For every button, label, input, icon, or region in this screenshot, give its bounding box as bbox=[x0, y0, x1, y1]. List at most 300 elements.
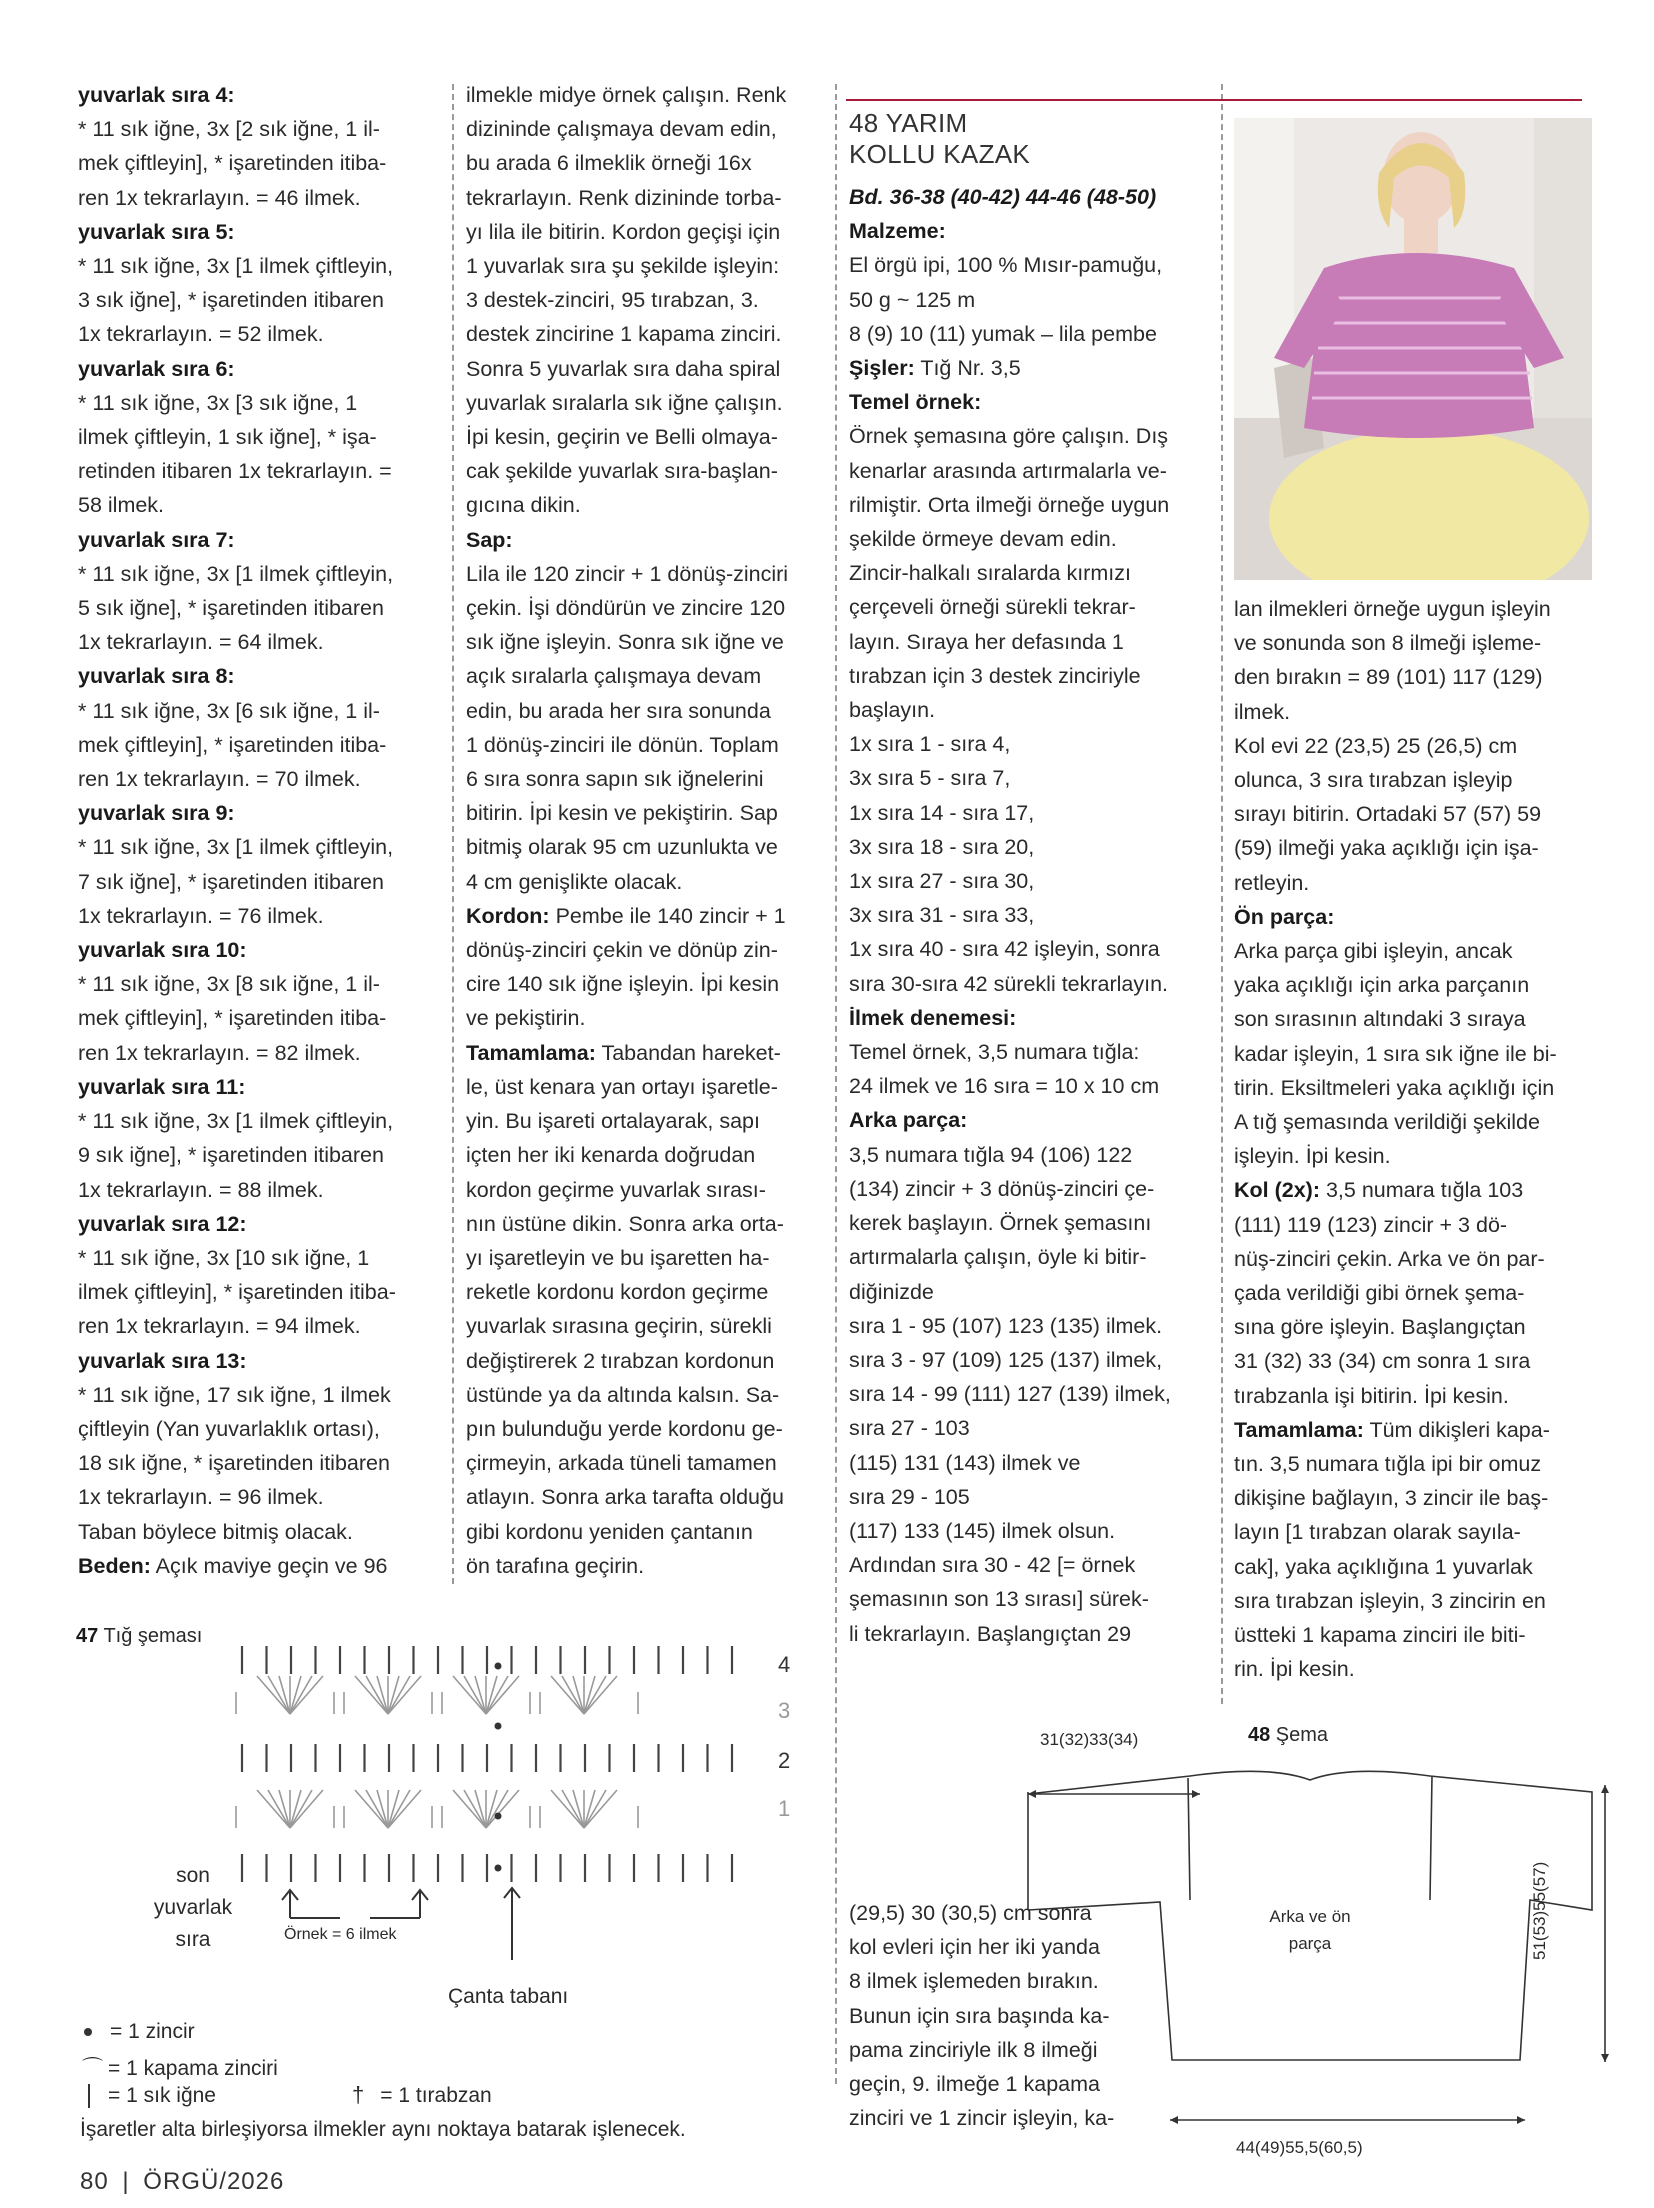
footer-separator: | bbox=[122, 2168, 130, 2195]
bold-heading: yuvarlak sıra 4: bbox=[78, 83, 235, 107]
body-text: başlayın. bbox=[849, 698, 936, 723]
text-line bbox=[78, 1344, 442, 1378]
chart47-label bbox=[76, 1625, 202, 1648]
body-text: Arka parça gibi işleyin, ancak bbox=[1234, 939, 1513, 964]
bold-heading: yuvarlak sıra 11: bbox=[78, 1074, 246, 1099]
text-line bbox=[1234, 1413, 1594, 1447]
text-line bbox=[78, 659, 442, 693]
body-text: 3x sıra 18 - sıra 20, bbox=[849, 834, 1035, 859]
text-line bbox=[78, 1412, 442, 1446]
page-footer bbox=[80, 2168, 284, 2196]
body-text: İpi kesin, geçirin ve Belli olmaya- bbox=[466, 425, 778, 450]
text-line bbox=[849, 1617, 1209, 1651]
text-line bbox=[849, 317, 1209, 351]
body-text: 3 destek-zinciri, 95 tırabzan, 3. bbox=[466, 288, 759, 313]
bold-heading: yuvarlak sıra 9: bbox=[78, 801, 235, 826]
body-text: yin. Bu işareti ortalayarak, sapı bbox=[466, 1109, 760, 1134]
text-line bbox=[1234, 1344, 1594, 1378]
text-line bbox=[849, 830, 1209, 864]
body-text: ren 1x tekrarlayın. = 70 ilmek. bbox=[78, 767, 361, 792]
text-line bbox=[1234, 797, 1594, 831]
body-text: yuvarlak sırasına geçirin, sürekli bbox=[466, 1314, 772, 1339]
body-text: Tabandan hareket- bbox=[595, 1040, 781, 1065]
body-text: geçin, 9. ilmeğe 1 kapama bbox=[849, 2072, 1100, 2097]
body-text: rilmiştir. Orta ilmeği örneğe uygun bbox=[849, 492, 1170, 517]
body-text: mek çiftleyin], * işaretinden itiba- bbox=[78, 151, 387, 176]
body-text: sıra 14 - 99 (111) 127 (139) ilmek, bbox=[849, 1382, 1171, 1407]
text-line bbox=[78, 865, 442, 899]
treble-fan-stroke bbox=[584, 1676, 606, 1714]
legend-note: İşaretler alta birleşiyorsa ilmekler aynı noktaya batarak işlenecek. bbox=[80, 2118, 686, 2141]
text-line bbox=[849, 180, 1209, 214]
chart47-number: 47 bbox=[76, 1625, 99, 1647]
body-text: sırayı bitirin. Ortadaki 57 (57) 59 bbox=[1234, 802, 1542, 827]
text-line bbox=[466, 1309, 826, 1343]
body-text: üstünde ya da altında kalsın. Sa- bbox=[466, 1382, 780, 1407]
body-text: Sonra 5 yuvarlak sıra daha spiral bbox=[466, 356, 781, 381]
body-text: içten her iki kenarda doğrudan bbox=[466, 1143, 756, 1168]
text-line bbox=[1234, 1652, 1594, 1686]
treble-fan-stroke bbox=[366, 1790, 388, 1828]
body-text: çiftleyin (Yan yuvarlaklık ortası), bbox=[78, 1416, 380, 1441]
body-text: tırabzan için 3 destek zinciriyle bbox=[849, 663, 1141, 688]
text-line bbox=[78, 1070, 442, 1104]
text-line bbox=[466, 557, 826, 591]
text-line bbox=[466, 420, 826, 454]
text-line bbox=[466, 1104, 826, 1138]
text-line bbox=[78, 523, 442, 557]
text-line bbox=[78, 215, 442, 249]
body-text: 1x sıra 27 - sıra 30, bbox=[849, 869, 1035, 894]
body-text: ren 1x tekrarlayın. = 94 ilmek. bbox=[78, 1314, 361, 1339]
text-line bbox=[78, 488, 442, 522]
text-line bbox=[1234, 900, 1594, 934]
text-line bbox=[849, 1035, 1209, 1069]
body-text: 1x sıra 1 - sıra 4, bbox=[849, 732, 1011, 757]
text-line bbox=[78, 454, 442, 488]
bold-heading: Tamamlama: bbox=[466, 1040, 596, 1065]
article-title-line2: KOLLU KAZAK bbox=[849, 139, 1031, 169]
text-line bbox=[78, 78, 442, 112]
bold-heading: yuvarlak sıra 10: bbox=[78, 938, 247, 963]
body-text: 1x sıra 40 - sıra 42 işleyin, sonra bbox=[849, 937, 1160, 962]
body-text: şekilde örmeye devam edin. bbox=[849, 527, 1117, 552]
text-line bbox=[1234, 968, 1594, 1002]
text-line bbox=[849, 761, 1209, 795]
body-text: sıra 3 - 97 (109) 125 (137) ilmek, bbox=[849, 1347, 1163, 1372]
body-text: Tüm dikişleri kapa- bbox=[1363, 1417, 1550, 1442]
body-text: ön tarafına geçirin. bbox=[466, 1553, 645, 1578]
text-line bbox=[466, 1412, 826, 1446]
body-text: 1x tekrarlayın. = 88 ilmek. bbox=[78, 1177, 324, 1202]
text-line bbox=[849, 1377, 1209, 1411]
text-line bbox=[1234, 1071, 1594, 1105]
body-text: 8 ilmek işlemeden bırakın. bbox=[849, 1969, 1099, 1994]
treble-fan-stroke bbox=[290, 1790, 312, 1828]
text-line bbox=[466, 762, 826, 796]
text-line bbox=[1234, 1242, 1594, 1276]
text-line bbox=[1234, 1276, 1594, 1310]
body-text: pın bulunduğu yerde kordonu ge- bbox=[466, 1416, 783, 1441]
treble-fan-stroke bbox=[464, 1676, 486, 1714]
body-text: Temel örnek, 3,5 numara tığla: bbox=[849, 1040, 1140, 1065]
text-line bbox=[466, 1138, 826, 1172]
text-column-4 bbox=[1234, 592, 1594, 1687]
body-text: yuvarlak sıralarla sık iğne çalışın. bbox=[466, 390, 783, 415]
body-text: retinden itibaren 1x tekrarlayın. = bbox=[78, 459, 392, 484]
body-text: Kol evi 22 (23,5) 25 (26,5) cm bbox=[1234, 733, 1518, 758]
text-line bbox=[78, 420, 442, 454]
text-line bbox=[466, 1036, 826, 1070]
body-text: sık iğne işleyin. Sonra sık iğne ve bbox=[466, 630, 784, 655]
text-line bbox=[1234, 1515, 1594, 1549]
text-line bbox=[466, 1173, 826, 1207]
text-line bbox=[1234, 763, 1594, 797]
bold-heading: İlmek denemesi: bbox=[849, 1005, 1017, 1030]
chain-dot-symbol bbox=[495, 1723, 502, 1730]
body-text: ren 1x tekrarlayın. = 46 ilmek. bbox=[78, 185, 361, 210]
text-line bbox=[78, 1446, 442, 1480]
body-text: sıra 30-sıra 42 sürekli tekrarlayın. bbox=[849, 971, 1169, 996]
body-text: 18 sık iğne, * işaretinden itibaren bbox=[78, 1451, 390, 1476]
body-text: yı işaretleyin ve bu işaretten ha- bbox=[466, 1245, 770, 1270]
bold-heading: Beden: bbox=[78, 1553, 151, 1578]
body-text: lan ilmekleri örneğe uygun işleyin bbox=[1234, 597, 1551, 621]
text-line bbox=[78, 1036, 442, 1070]
text-line bbox=[849, 1206, 1209, 1240]
chain-symbol-icon bbox=[84, 2028, 92, 2036]
text-line bbox=[466, 865, 826, 899]
body-text: nüş-zinciri çekin. Arka ve ön par- bbox=[1234, 1246, 1545, 1271]
body-text: 3x sıra 31 - sıra 33, bbox=[849, 903, 1035, 928]
body-text: 3,5 numara tığla 94 (106) 122 bbox=[849, 1142, 1133, 1167]
text-line bbox=[78, 1549, 442, 1583]
legend-sc: = 1 sık iğne bbox=[108, 2084, 216, 2107]
bold-heading: yuvarlak sıra 7: bbox=[78, 527, 235, 552]
text-line bbox=[1234, 1208, 1594, 1242]
bold-heading: yuvarlak sıra 8: bbox=[78, 664, 235, 689]
text-line bbox=[849, 693, 1209, 727]
magazine-name: ÖRGÜ/2026 bbox=[143, 2168, 285, 2195]
body-text: 8 (9) 10 (11) yumak – lila pembe bbox=[849, 321, 1157, 346]
treble-fan-stroke bbox=[562, 1790, 584, 1828]
bold-heading: yuvarlak sıra 12: bbox=[78, 1211, 247, 1236]
body-text: pama zinciriyle ilk 8 ilmeği bbox=[849, 2037, 1098, 2062]
body-text: bu arada 6 ilmeklik örneği 16x bbox=[466, 151, 752, 176]
text-line bbox=[466, 625, 826, 659]
text-line bbox=[849, 727, 1209, 761]
body-text: diğinizde bbox=[849, 1279, 934, 1304]
text-line bbox=[78, 1207, 442, 1241]
text-line bbox=[78, 1378, 442, 1412]
body-text: * 11 sık iğne, 3x [8 sık iğne, 1 il- bbox=[78, 972, 380, 997]
base-label: Çanta tabanı bbox=[448, 1985, 569, 2008]
text-line bbox=[466, 796, 826, 830]
body-text: 1x tekrarlayın. = 76 ilmek. bbox=[78, 903, 324, 928]
body-text: 7 sık iğne], * işaretinden itibaren bbox=[78, 869, 384, 894]
row-label-2: 2 bbox=[778, 1748, 791, 1773]
body-text: sına göre işleyin. Başlangıçtan bbox=[1234, 1315, 1526, 1340]
bold-heading: yuvarlak sıra 13: bbox=[78, 1348, 247, 1373]
body-text: 31 (32) 33 (34) cm sonra 1 sıra bbox=[1234, 1349, 1531, 1374]
body-text: li tekrarlayın. Başlangıçtan 29 bbox=[849, 1621, 1132, 1646]
body-text: retleyin. bbox=[1234, 870, 1310, 895]
text-line bbox=[466, 1207, 826, 1241]
body-text: dikişine bağlayın, 3 zincir ile baş- bbox=[1234, 1486, 1549, 1511]
text-line bbox=[1234, 1379, 1594, 1413]
text-line bbox=[1234, 1481, 1594, 1515]
text-line bbox=[849, 1582, 1209, 1616]
body-text: kerek başlayın. Örnek şemasını bbox=[849, 1211, 1152, 1236]
body-text: (29,5) 30 (30,5) cm sonra bbox=[849, 1901, 1092, 1925]
body-text: * 11 sık iğne, 3x [6 sık iğne, 1 il- bbox=[78, 698, 380, 723]
body-text: kenarlar arasında artırmalarla ve- bbox=[849, 458, 1167, 483]
body-text: El örgü ipi, 100 % Mısır-pamuğu, bbox=[849, 253, 1163, 278]
body-text: (59) ilmeği yaka açıklığı için işa- bbox=[1234, 836, 1539, 861]
legend-slip: = 1 kapama zinciri bbox=[108, 2057, 278, 2080]
text-line bbox=[466, 1480, 826, 1514]
text-line bbox=[466, 283, 826, 317]
body-text: 6 sıra sonra sapın sık iğnelerini bbox=[466, 767, 764, 792]
body-text: Bunun için sıra başında ka- bbox=[849, 2003, 1110, 2028]
text-line bbox=[849, 488, 1209, 522]
body-text: * 11 sık iğne, 3x [1 ilmek çiftleyin, bbox=[78, 835, 394, 860]
text-line bbox=[78, 830, 442, 864]
chain-dot-symbol bbox=[495, 1663, 502, 1670]
bold-heading: Kol (2x): bbox=[1234, 1178, 1320, 1203]
body-text: * 11 sık iğne, 3x [2 sık iğne, 1 il- bbox=[78, 117, 380, 142]
body-text: 58 ilmek. bbox=[78, 493, 165, 518]
text-line bbox=[78, 1138, 442, 1172]
text-line bbox=[1234, 626, 1594, 660]
text-line bbox=[849, 659, 1209, 693]
column-separator bbox=[835, 84, 837, 2084]
text-line bbox=[849, 1548, 1209, 1582]
height-label: 51(53)55(57) bbox=[1530, 1861, 1549, 1960]
text-line bbox=[78, 1001, 442, 1035]
body-text: bitmiş olarak 95 cm uzunlukta ve bbox=[466, 835, 778, 860]
bold-heading: Şişler: bbox=[849, 356, 915, 381]
sleeve-width-label: 31(32)33(34) bbox=[1040, 1730, 1139, 1749]
last-row-label: son yuvarlak sıra bbox=[153, 1864, 233, 1951]
body-text: ve sonunda son 8 ilmeği işleme- bbox=[1234, 631, 1542, 656]
body-text: * 11 sık iğne, 3x [10 sık iğne, 1 bbox=[78, 1245, 370, 1270]
text-line bbox=[78, 386, 442, 420]
text-line bbox=[849, 1275, 1209, 1309]
text-line bbox=[78, 317, 442, 351]
text-line bbox=[849, 1343, 1209, 1377]
text-line bbox=[849, 454, 1209, 488]
body-text: 1x tekrarlayın. = 96 ilmek. bbox=[78, 1485, 324, 1510]
text-line bbox=[849, 248, 1209, 282]
body-text: çada verildiği gibi örnek şema- bbox=[1234, 1281, 1525, 1306]
treble-fan-stroke bbox=[584, 1790, 606, 1828]
text-line bbox=[849, 1411, 1209, 1445]
text-line bbox=[1234, 1584, 1594, 1618]
text-line bbox=[78, 1173, 442, 1207]
body-text: atlayın. Sonra arka tarafta olduğu bbox=[466, 1485, 784, 1510]
text-column-2 bbox=[466, 78, 826, 1583]
text-line bbox=[849, 898, 1209, 932]
text-line bbox=[849, 1069, 1209, 1103]
text-line bbox=[78, 1241, 442, 1275]
body-text: rin. İpi kesin. bbox=[1234, 1657, 1355, 1682]
text-line bbox=[78, 352, 442, 386]
treble-fan-stroke bbox=[486, 1676, 508, 1714]
body-text: mek çiftleyin], * işaretinden itiba- bbox=[78, 1006, 387, 1031]
body-text: (111) 119 (123) zincir + 3 dö- bbox=[1234, 1212, 1508, 1237]
single-crochet-icon bbox=[88, 2084, 90, 2108]
bold-heading: Sap: bbox=[466, 527, 513, 552]
text-line bbox=[849, 796, 1209, 830]
body-text: 5 sık iğne], * işaretinden itibaren bbox=[78, 596, 384, 621]
text-line bbox=[849, 385, 1209, 419]
body-text: cire 140 sık iğne işleyin. İpi kesin bbox=[466, 972, 780, 997]
text-line bbox=[1234, 1002, 1594, 1036]
body-text: gibi kordonu yeniden çantanın bbox=[466, 1519, 753, 1544]
text-line bbox=[1234, 1310, 1594, 1344]
text-line bbox=[78, 625, 442, 659]
text-column-3 bbox=[849, 180, 1209, 1651]
text-line bbox=[1234, 1618, 1594, 1652]
body-text: Tığ Nr. 3,5 bbox=[914, 356, 1021, 381]
body-text: Açık maviye geçin ve 96 bbox=[150, 1553, 388, 1578]
text-line bbox=[466, 1378, 826, 1412]
text-line bbox=[1234, 729, 1594, 763]
text-line bbox=[466, 215, 826, 249]
text-line bbox=[849, 932, 1209, 966]
body-text: üstteki 1 kapama zinciri ile biti- bbox=[1234, 1623, 1526, 1648]
body-text: bitirin. İpi kesin ve pekiştirin. Sap bbox=[466, 801, 778, 826]
text-line bbox=[1234, 934, 1594, 968]
text-line bbox=[1234, 1173, 1594, 1207]
text-line bbox=[78, 1480, 442, 1514]
text-line bbox=[78, 967, 442, 1001]
body-text: Pembe ile 140 zincir + 1 bbox=[549, 903, 786, 928]
text-line bbox=[466, 78, 826, 112]
text-line bbox=[78, 557, 442, 591]
treble-fan-stroke bbox=[388, 1790, 410, 1828]
text-line bbox=[466, 830, 826, 864]
model-photo bbox=[1234, 118, 1592, 580]
width-label: 44(49)55,5(60,5) bbox=[1236, 2138, 1363, 2157]
text-line bbox=[78, 112, 442, 146]
body-text: dönüş-zinciri çekin ve dönüp zin- bbox=[466, 938, 778, 963]
body-text: kordon geçirme yuvarlak sırası- bbox=[466, 1177, 766, 1202]
text-line bbox=[1234, 1447, 1594, 1481]
text-line bbox=[78, 1104, 442, 1138]
text-line bbox=[466, 591, 826, 625]
text-line bbox=[1234, 1037, 1594, 1071]
body-text: * 11 sık iğne, 3x [3 sık iğne, 1 bbox=[78, 390, 358, 415]
body-text: ilmek çiftleyin], * işaretinden itiba- bbox=[78, 1280, 396, 1305]
text-line bbox=[849, 556, 1209, 590]
text-line bbox=[849, 419, 1209, 453]
body-text: ilmek. bbox=[1234, 699, 1291, 724]
text-line bbox=[849, 1514, 1209, 1548]
chart47-title: Tığ şeması bbox=[98, 1625, 203, 1647]
text-line bbox=[78, 1275, 442, 1309]
schema48-title: Şema bbox=[1270, 1724, 1329, 1746]
body-text: sıra tırabzan işleyin, 3 zincirin en bbox=[1234, 1588, 1546, 1613]
text-line bbox=[466, 317, 826, 351]
body-text: * 11 sık iğne, 3x [1 ilmek çiftleyin, bbox=[78, 561, 394, 586]
body-text: 24 ilmek ve 16 sıra = 10 x 10 cm bbox=[849, 1074, 1160, 1099]
treble-fan-stroke bbox=[268, 1676, 290, 1714]
schema48-number: 48 bbox=[1248, 1724, 1271, 1746]
text-line bbox=[78, 1309, 442, 1343]
body-text: den bırakın = 89 (101) 117 (129) bbox=[1234, 665, 1543, 690]
body-text: ve pekiştirin. bbox=[466, 1006, 586, 1031]
text-line bbox=[466, 694, 826, 728]
body-text: son sırasının altındaki 3 sıraya bbox=[1234, 1007, 1526, 1032]
bold-heading: Bd. 36-38 (40-42) 44-46 (48-50) bbox=[849, 185, 1157, 209]
treble-fan-stroke bbox=[486, 1790, 508, 1828]
treble-fan-stroke bbox=[562, 1676, 584, 1714]
body-text: 1 yuvarlak sıra şu şekilde işleyin: bbox=[466, 254, 780, 279]
text-line bbox=[849, 625, 1209, 659]
bold-heading: Ön parça: bbox=[1234, 904, 1335, 929]
body-text: edin, bu arada her sıra sonunda bbox=[466, 698, 771, 723]
chain-dot-symbol bbox=[495, 1813, 502, 1820]
text-line bbox=[466, 1446, 826, 1480]
repeat-label: Örnek = 6 ilmek bbox=[284, 1926, 397, 1943]
text-line bbox=[78, 181, 442, 215]
treble-fan-stroke bbox=[366, 1676, 388, 1714]
body-text: 9 sık iğne], * işaretinden itibaren bbox=[78, 1143, 384, 1168]
body-text: 1x tekrarlayın. = 64 ilmek. bbox=[78, 630, 324, 655]
treble-fan-stroke bbox=[290, 1676, 312, 1714]
text-line bbox=[849, 1480, 1209, 1514]
body-text: * 11 sık iğne, 17 sık iğne, 1 ilmek bbox=[78, 1382, 391, 1407]
bold-heading: Temel örnek: bbox=[849, 390, 982, 415]
text-line bbox=[466, 659, 826, 693]
body-text: yaka açıklığı için arka parçanın bbox=[1234, 973, 1530, 998]
body-text: değiştirerek 2 tırabzan kordonun bbox=[466, 1348, 775, 1373]
body-text: * 11 sık iğne, 3x [1 ilmek çiftleyin, bbox=[78, 1109, 394, 1134]
body-text: (117) 133 (145) ilmek olsun. bbox=[849, 1518, 1116, 1543]
text-line bbox=[78, 762, 442, 796]
text-line bbox=[78, 1515, 442, 1549]
text-line bbox=[78, 249, 442, 283]
body-text: tırabzanla işi bitirin. İpi kesin. bbox=[1234, 1383, 1509, 1408]
text-column-1 bbox=[78, 78, 442, 1583]
text-line bbox=[849, 1138, 1209, 1172]
text-line bbox=[78, 694, 442, 728]
body-text: 1 dönüş-zinciri ile dönün. Toplam bbox=[466, 732, 779, 757]
text-line bbox=[1234, 695, 1594, 729]
body-label: Arka ve ön parça bbox=[1269, 1907, 1351, 1953]
bold-heading: Arka parça: bbox=[849, 1108, 968, 1133]
text-line bbox=[849, 522, 1209, 556]
text-line bbox=[466, 454, 826, 488]
text-line bbox=[1234, 1550, 1594, 1584]
text-line bbox=[466, 899, 826, 933]
body-text: Zincir-halkalı sıralarda kırmızı bbox=[849, 561, 1131, 586]
bold-heading: Kordon: bbox=[466, 903, 550, 928]
text-line bbox=[78, 899, 442, 933]
body-text: sıra 1 - 95 (107) 123 (135) ilmek. bbox=[849, 1313, 1163, 1338]
chain-dot-symbol bbox=[495, 1865, 502, 1872]
body-text: Örnek şemasına göre çalışın. Dış bbox=[849, 424, 1169, 449]
text-line bbox=[78, 796, 442, 830]
body-text: işleyin. İpi kesin. bbox=[1234, 1144, 1391, 1169]
text-line bbox=[466, 1001, 826, 1035]
text-line bbox=[466, 386, 826, 420]
bold-heading: Malzeme: bbox=[849, 219, 946, 244]
body-text: 3,5 numara tığla 103 bbox=[1320, 1178, 1524, 1203]
text-line bbox=[466, 181, 826, 215]
